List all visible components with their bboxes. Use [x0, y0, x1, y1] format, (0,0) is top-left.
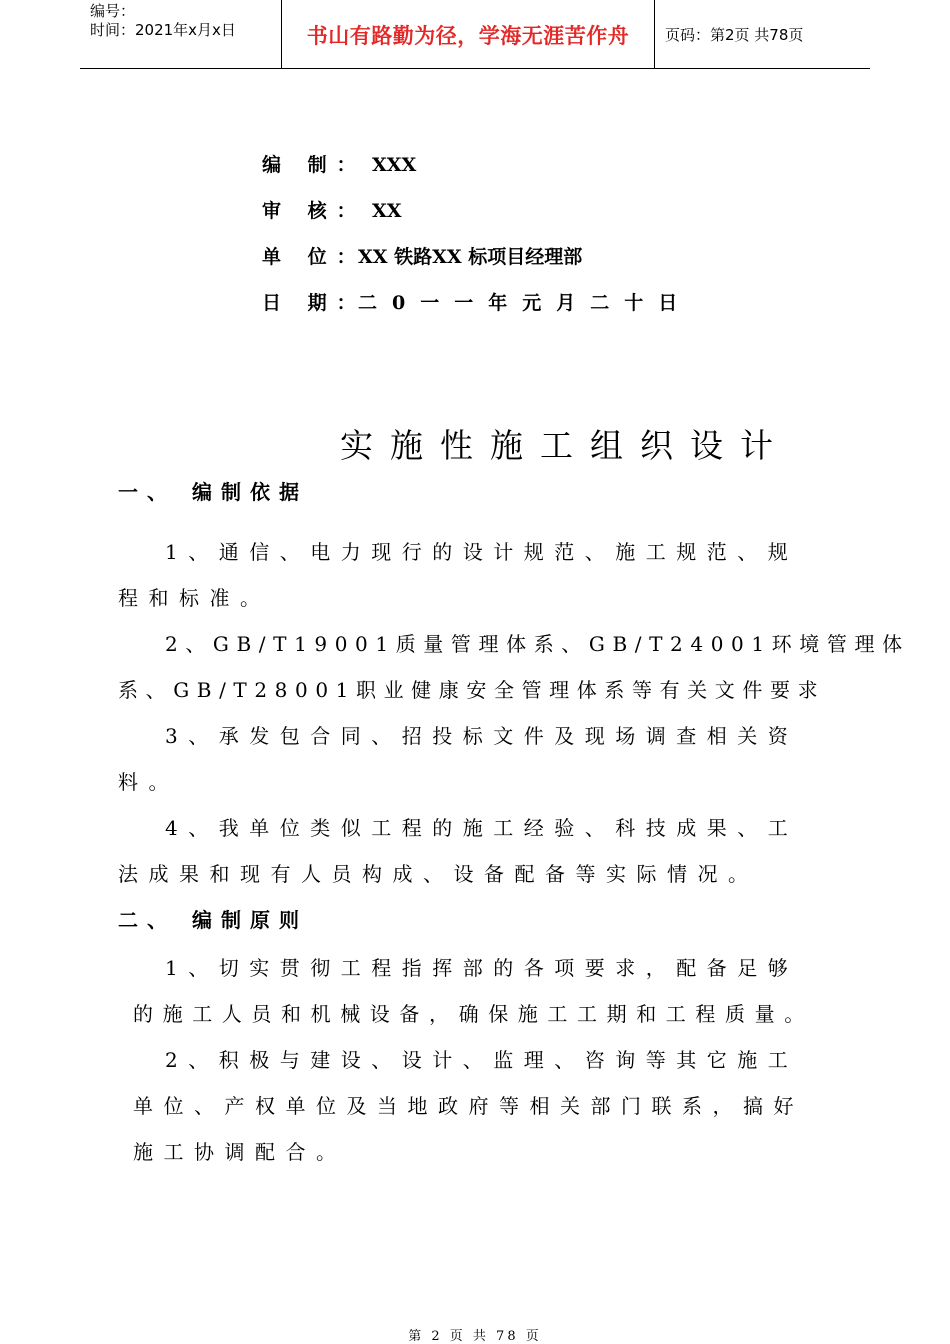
- section-heading-basis: 一、 编制依据: [118, 480, 308, 504]
- meta-unit-value: XX 铁路XX 标项目经理部: [358, 246, 583, 268]
- paragraph-line: 的施工人员和机械设备，确保施工工期和工程质量。: [133, 1002, 814, 1026]
- meta-date-label: 日 期：: [262, 292, 366, 314]
- meta-reviewer-value: XX: [372, 200, 402, 222]
- paragraph-line: 施工协调配合。: [133, 1140, 347, 1164]
- meta-compiler-value: XXX: [372, 154, 417, 176]
- paragraph-line: 2、积极与建设、设计、监理、咨询等其它施工: [165, 1048, 799, 1072]
- meta-reviewer-label: 审 核：: [262, 200, 366, 222]
- paragraph-line: 系、GB/T28001职业健康安全管理体系等有关文件要求: [118, 678, 826, 702]
- document-number-label: 编号：: [90, 2, 136, 20]
- meta-unit-row: [262, 242, 692, 288]
- paragraph-line: 1、通信、电力现行的设计规范、施工规范、规: [165, 540, 799, 564]
- paragraph-line: 单位、产权单位及当地政府等相关部门联系，搞好: [133, 1094, 804, 1118]
- paragraph-line: 法成果和现有人员构成、设备配备等实际情况。: [118, 862, 759, 886]
- header-info-cell: [80, 0, 282, 68]
- meta-compiler-label: 编 制：: [262, 154, 366, 176]
- paragraph-line: 1、切实贯彻工程指挥部的各项要求，配备足够: [165, 956, 799, 980]
- paragraph-line: 程和标准。: [118, 586, 271, 610]
- meta-date-value: 二0一一年元月二十日: [358, 292, 693, 314]
- meta-compiler-row: [262, 150, 692, 196]
- document-date-label: 时间：2021年x月x日: [90, 21, 236, 39]
- document-title: 实施性施工组织设计: [340, 426, 790, 465]
- paragraph-line: 4、我单位类似工程的施工经验、科技成果、工: [165, 816, 799, 840]
- meta-date-row: [262, 288, 692, 334]
- paragraph-line: 3、承发包合同、招投标文件及现场调查相关资: [165, 724, 799, 748]
- page-header: [80, 0, 870, 69]
- header-page-indicator: 页码：第2页 共78页: [665, 26, 804, 44]
- meta-reviewer-row: [262, 196, 692, 242]
- page-footer: 第 2 页 共 78 页: [408, 1329, 542, 1344]
- meta-unit-label: 单 位：: [262, 246, 366, 268]
- header-motto: 书山有路勤为径，学海无涯苦作舟: [282, 0, 655, 68]
- document-meta: [262, 150, 692, 334]
- section-heading-principles: 二、 编制原则: [118, 908, 308, 932]
- paragraph-line: 料。: [118, 770, 179, 794]
- paragraph-line: 2、GB/T19001质量管理体系、GB/T24001环境管理体: [165, 632, 910, 656]
